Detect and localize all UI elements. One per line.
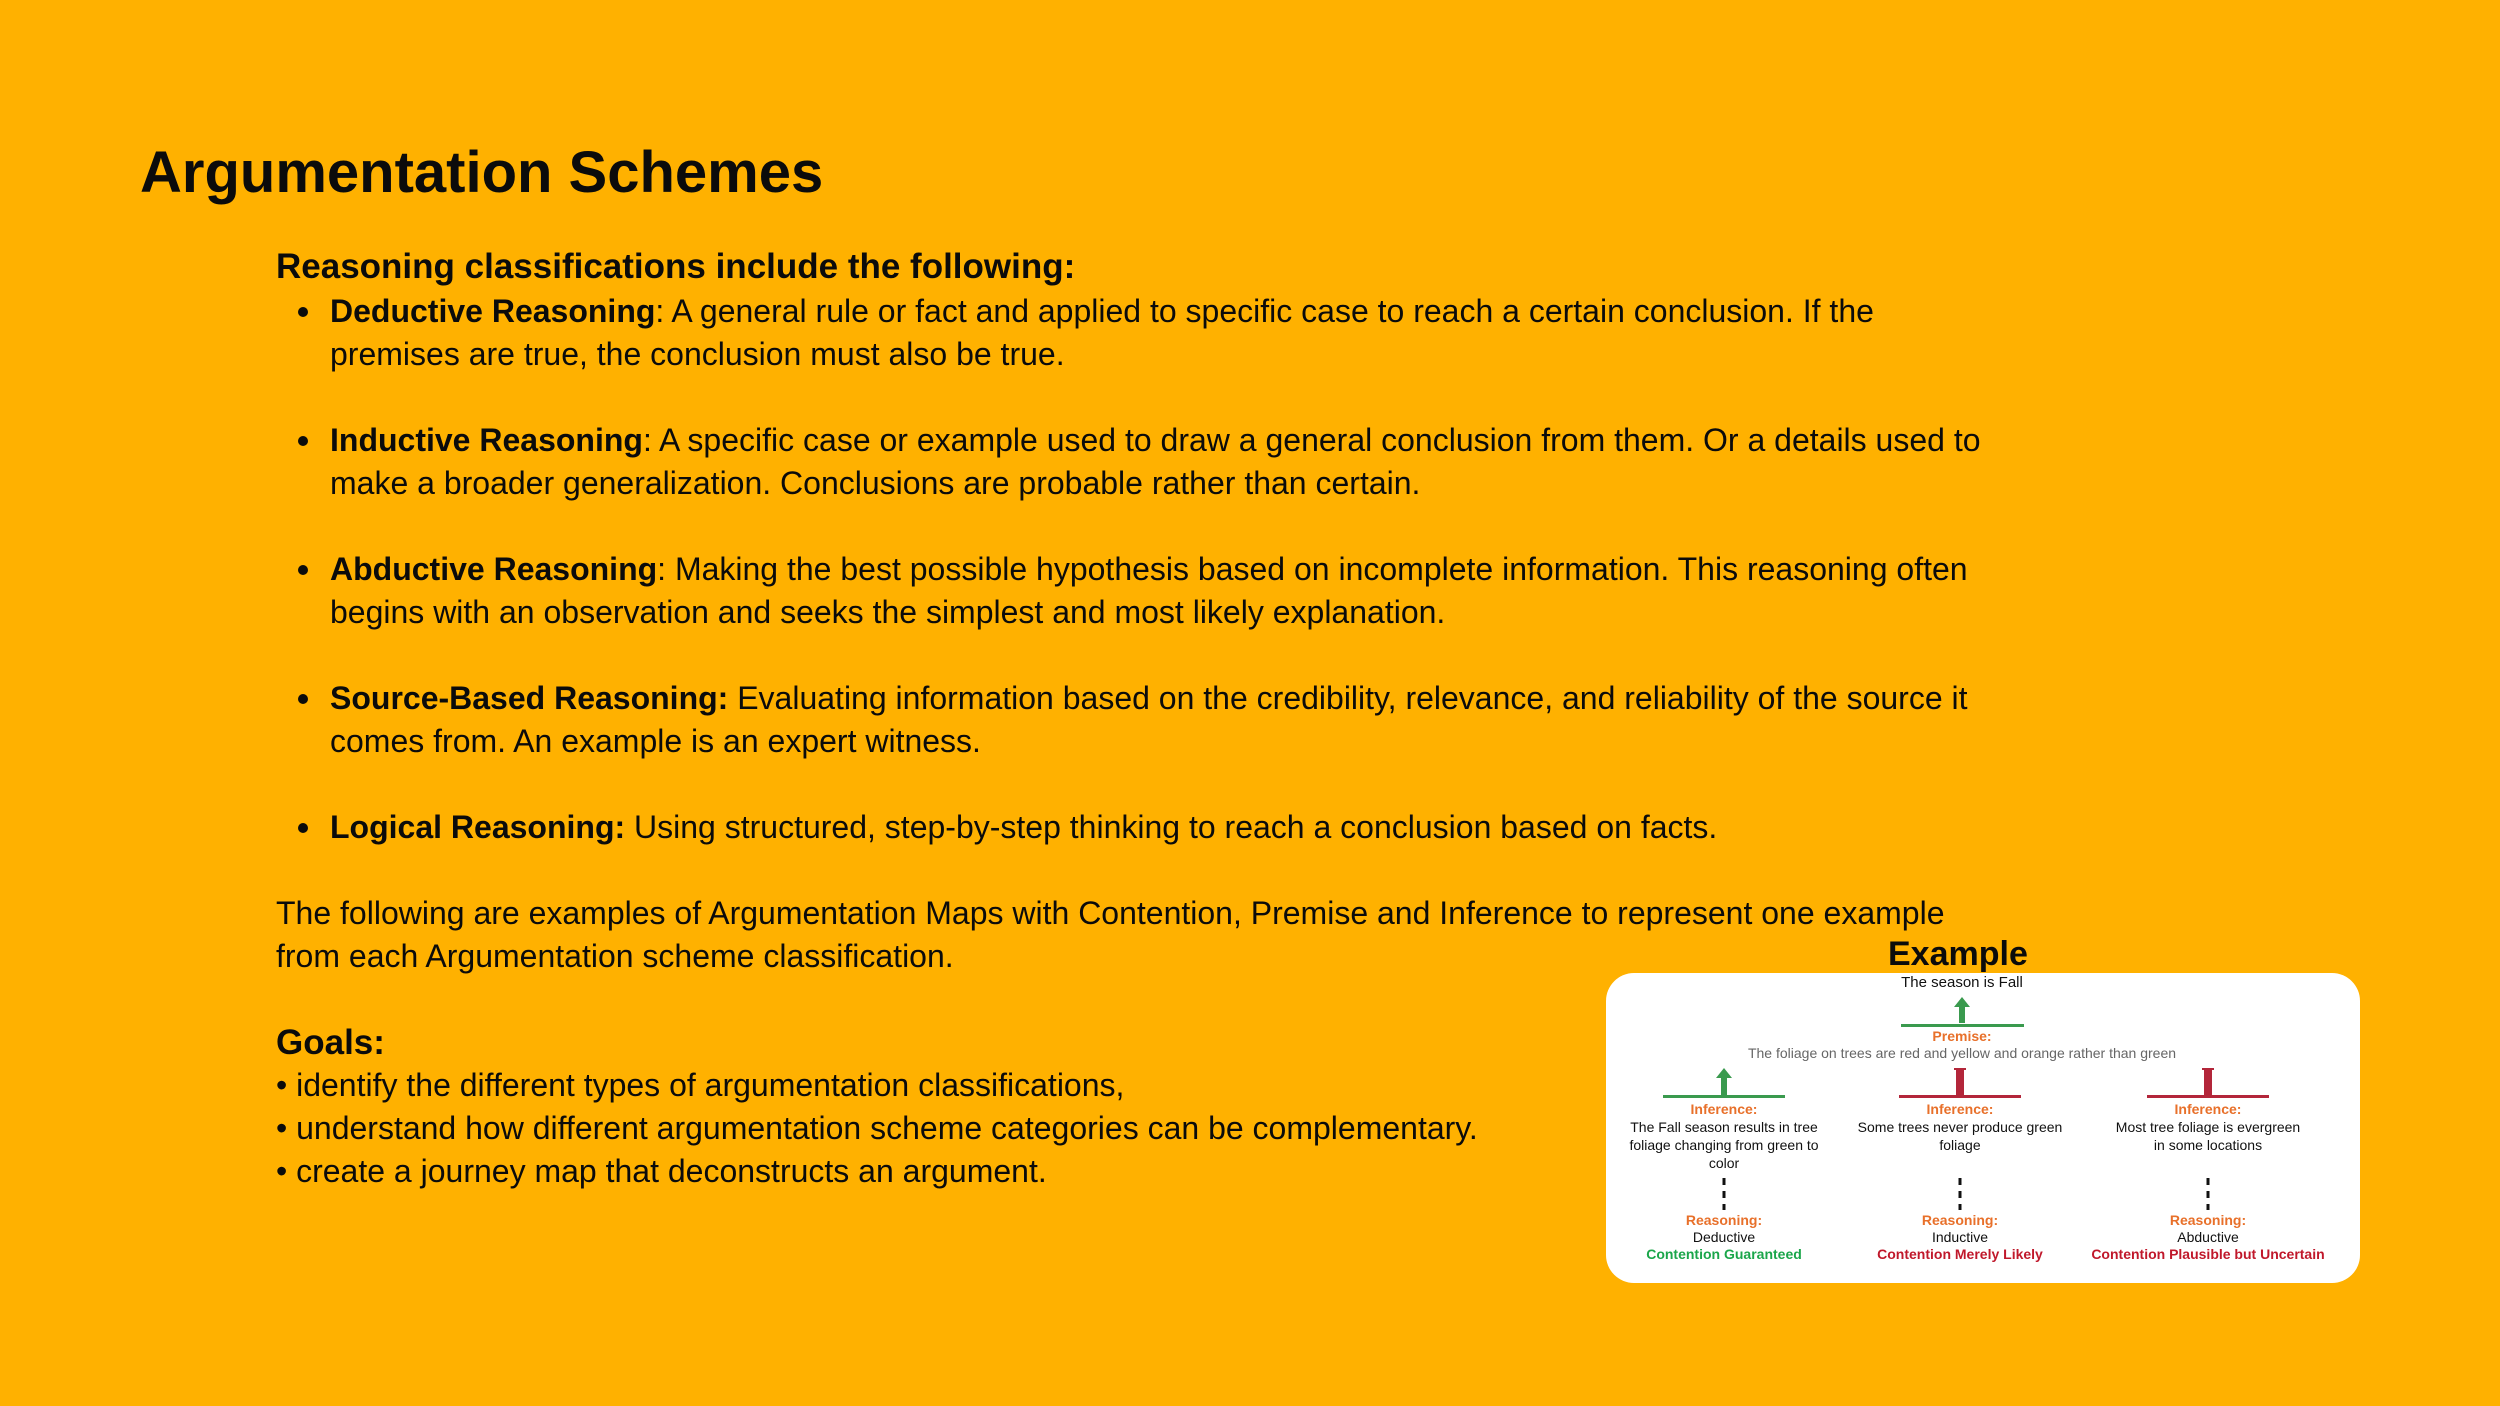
inference-label: Inference: [1926,1101,1994,1117]
list-item-inductive [276,419,1996,505]
scheme-text: Using structured, step-by-step thinking to reach a conclusion based on facts. [625,809,1718,845]
bullet-icon [298,694,308,704]
bullet-icon [298,307,308,317]
inference-text: in some locations [2153,1137,2263,1153]
contention-outcome: Contention Guaranteed [1646,1246,1802,1262]
argument-map-example [1606,973,2360,1283]
premise-arrow-icon [1901,997,2024,1027]
goal-item: • understand how different argumentation scheme categories can be complementary. [276,1110,1478,1146]
inference-stub-icon [1956,1070,1964,1095]
inference-label: Inference: [2174,1101,2242,1117]
inference-stub-icon [2204,1070,2212,1095]
inference-text: foliage changing from green to [1629,1137,1819,1153]
list-item-deductive [276,290,1996,376]
maps-paragraph: The following are examples of Argumentation Maps with Contention, Premise and Inference to represent one example from each Argumentation scheme classification. [276,895,1945,974]
inference-text: foliage [1939,1137,1981,1153]
reasoning-type: Abductive [2177,1229,2239,1245]
scheme-term: Logical Reasoning: [330,809,626,845]
contention-outcome: Contention Merely Likely [1877,1246,2043,1262]
bullet-icon [298,565,308,575]
inference-text: color [1708,1155,1740,1171]
reasoning-type: Inductive [1931,1229,1989,1245]
contention-outcome: Contention Plausible but Uncertain [2091,1246,2325,1262]
inference-bar [1663,1095,1785,1098]
list-item-source-based [276,677,1996,763]
inference-text: Some trees never produce green [1857,1119,2063,1135]
reasoning-type: Deductive [1692,1229,1756,1245]
premise-label: Premise: [1932,1028,1992,1044]
scheme-text: Evaluating information based on the credibility, relevance, and reliability of the source it comes from. An example is an expert witness. [330,680,1968,759]
goal-item: • create a journey map that deconstructs an argument. [276,1153,1047,1189]
premise-text: The foliage on trees are red and yellow and orange rather than green [1747,1045,2177,1061]
scheme-term: Deductive Reasoning [330,293,656,329]
scheme-text: : A general rule or fact and applied to specific case to reach a certain conclusion. If the premises are true, the conclusion must also be true. [330,293,1874,372]
inference-bar [1899,1095,2021,1098]
scheme-term: Source-Based Reasoning: [330,680,729,716]
scheme-text: : A specific case or example used to draw a general conclusion from them. Or a details used to make a broader generalization. Conclusions are probable rather than certain. [330,422,1981,501]
argument-map-diagram [1606,973,2360,1283]
inference-text: Most tree foliage is evergreen [2115,1119,2301,1135]
list-item-abductive [276,548,1996,634]
page-title: Argumentation Schemes [140,140,824,205]
reasoning-label: Reasoning: [2169,1212,2247,1228]
inference-stub-cap [2202,1068,2214,1070]
reasoning-label: Reasoning: [1685,1212,1763,1228]
reasoning-label: Reasoning: [1921,1212,1999,1228]
scheme-text: : Making the best possible hypothesis based on incomplete information. This reasoning often begins with an observation and seeks the simplest and most likely explanation. [330,551,1968,630]
inference-text: The Fall season results in tree [1630,1119,1818,1135]
scheme-term: Abductive Reasoning [330,551,658,587]
goals-heading: Goals: [276,1023,385,1062]
inference-label: Inference: [1690,1101,1758,1117]
list-item-logical [276,806,1996,849]
example-label: Example [1888,935,2028,973]
intro-heading: Reasoning classifications include the following: [276,247,1076,286]
goal-item: • identify the different types of argumentation classifications, [276,1067,1125,1103]
inference-stub-cap [1954,1068,1966,1070]
bullet-icon [298,436,308,446]
bullet-icon [298,823,308,833]
scheme-list [276,290,1996,849]
contention-text: The season is Fall [1901,974,2023,991]
inference-arrow-icon [1716,1068,1732,1095]
inference-bar [2147,1095,2269,1098]
scheme-term: Inductive Reasoning [330,422,643,458]
